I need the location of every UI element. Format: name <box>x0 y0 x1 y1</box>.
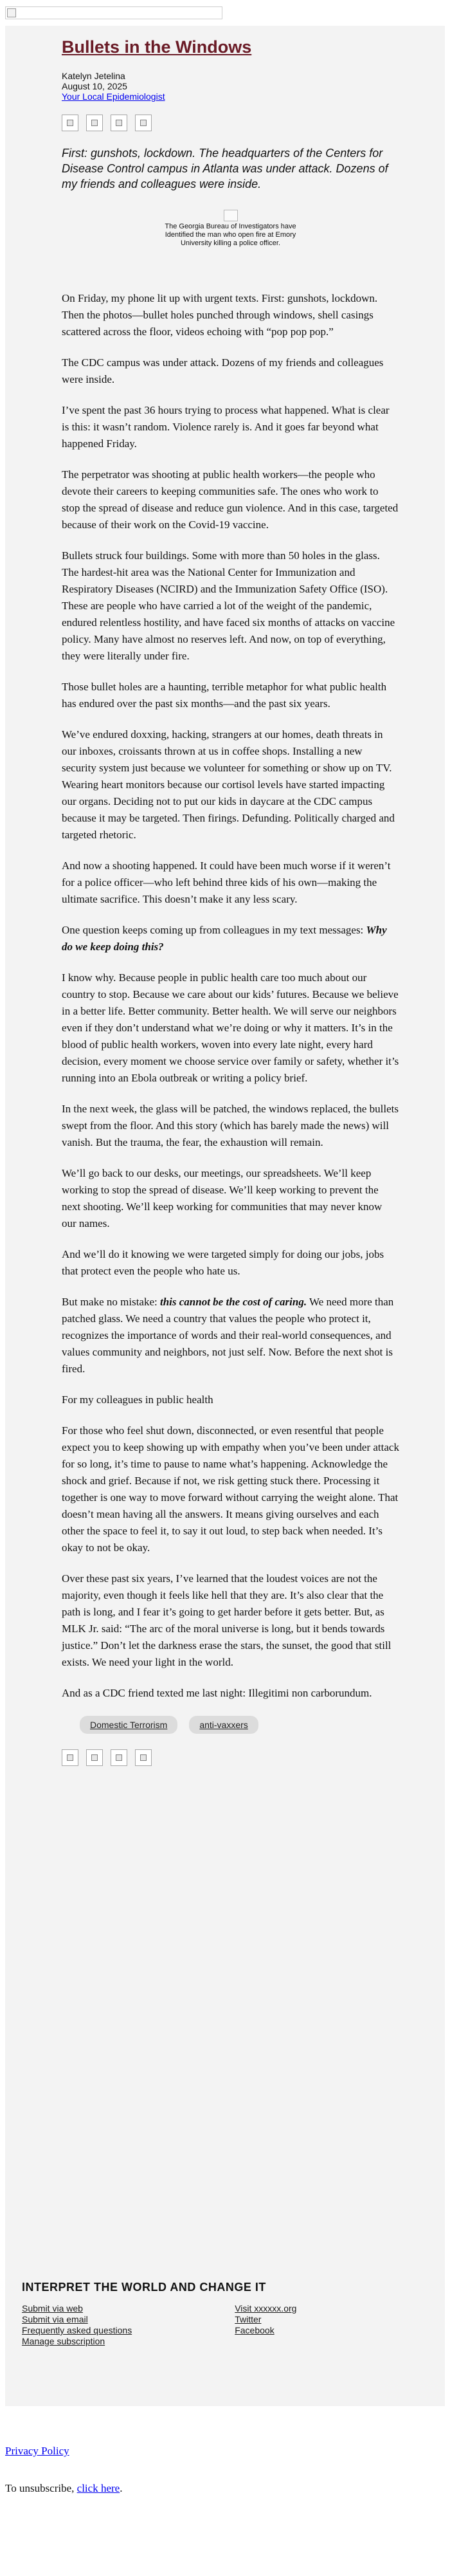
manage-subscription-link[interactable]: Manage subscription <box>22 2336 105 2346</box>
visit-site-link[interactable]: Visit xxxxxx.org <box>235 2303 297 2314</box>
share-icon <box>140 1754 147 1761</box>
share-button-1[interactable] <box>62 115 78 131</box>
paragraph <box>62 922 399 955</box>
post-title[interactable]: Bullets in the Windows <box>62 37 252 57</box>
paragraph: On Friday, my phone lit up with urgent texts. First: gunshots, lockdown. Then the photos—bullet holes punched through windows, shell casings scattered across the floor, videos echoing with “pop pop pop.” <box>62 292 378 338</box>
footer-title: INTERPRET THE WORLD AND CHANGE IT <box>22 2281 266 2294</box>
tag-list <box>62 1716 399 1734</box>
footer-share-buttons <box>62 1749 399 1766</box>
paragraph: I’ve spent the past 36 hours trying to process what happened. What is clear is this: it wasn’t random. Violence rarely is. And it goes far beyond what happened Friday. <box>62 404 390 450</box>
publication-link[interactable]: Your Local Epidemiologist <box>62 91 165 102</box>
share-buttons <box>62 115 399 131</box>
post-date: August 10, 2025 <box>62 81 127 91</box>
text: We need more than patched glass. We need a country that values the people who protect it, recognizes the importance of words and their real-world consequences, and values community and neighbors, not just self. Now. Before the next shot is fired. <box>62 1296 394 1375</box>
paragraph: And as a CDC friend texted me last night: Illegitimi non carborundum. <box>62 1687 372 1699</box>
submit-email-link[interactable]: Submit via email <box>22 2314 88 2324</box>
paragraph: Those bullet holes are a haunting, terrible metaphor for what public health has endured over the past six months—and the past six years. <box>62 681 387 710</box>
faq-link[interactable]: Frequently asked questions <box>22 2325 132 2335</box>
submit-web-link[interactable]: Submit via web <box>22 2303 83 2314</box>
paragraph: And we’ll do it knowing we were targeted simply for doing our jobs, jobs that protect even the people who hate us. <box>62 1248 384 1277</box>
byline <box>62 71 399 102</box>
share-button-4[interactable] <box>135 115 152 131</box>
share-button-3[interactable] <box>111 115 127 131</box>
share-icon <box>91 120 98 126</box>
privacy-policy-link[interactable]: Privacy Policy <box>5 2445 69 2457</box>
text: One question keeps coming up from colleagues in my text messages: <box>62 924 366 936</box>
tag-anti-vaxxers[interactable]: anti-vaxxers <box>189 1716 258 1734</box>
share-button-3[interactable] <box>111 1749 127 1766</box>
paragraph: In the next week, the glass will be patched, the windows replaced, the bullets swept from the floor. And this story (which has barely made the news) will vanish. But the trauma, the fear, the exhaustion will remain. <box>62 1103 399 1148</box>
share-icon <box>116 1754 122 1761</box>
footer-links-left <box>22 2303 132 2347</box>
unsubscribe-suffix: . <box>120 2482 123 2494</box>
footer-links-right <box>235 2303 296 2347</box>
share-button-4[interactable] <box>135 1749 152 1766</box>
share-icon <box>67 1754 73 1761</box>
share-button-2[interactable] <box>86 1749 103 1766</box>
paragraph <box>62 1294 399 1377</box>
share-button-2[interactable] <box>86 115 103 131</box>
paragraph: Over these past six years, I’ve learned that the loudest voices are not the majority, even though it feels like hell that they are. It’s also clear that the path is long, and I fear it’s going to get harder before it gets better. But, as MLK Jr. said: “The arc of the moral universe is long, but it bends towards justice.” Don’t let the darkness erase the stars, the sunset, the good that still exists. We need your light in the world. <box>62 1572 392 1668</box>
unsubscribe-text: To unsubscribe, <box>5 2482 77 2494</box>
share-button-1[interactable] <box>62 1749 78 1766</box>
unsubscribe-row <box>5 2482 122 2495</box>
figure-caption: The Georgia Bureau of Investigators have Identified the man who open fire at Emory University killing a police officer. <box>165 223 296 247</box>
emphasis: this cannot be the cost of caring. <box>159 1296 307 1308</box>
share-icon <box>140 120 147 126</box>
article-body <box>62 290 399 1702</box>
share-icon <box>116 120 122 126</box>
question-emphasis: Why do we keep doing this? <box>62 924 387 953</box>
footer-links <box>22 2303 446 2347</box>
author-name: Katelyn Jetelina <box>62 71 125 81</box>
header-banner-image <box>5 6 222 19</box>
figure <box>62 210 399 248</box>
broken-image-icon <box>7 8 16 17</box>
paragraph: We’ve endured doxxing, hacking, strangers at our homes, death threats in our inboxes, croissants thrown at us in coffee shops. Installing a new security system just because we volunteer for something or show up on TV. Wearing heart monitors because our cortisol levels have started impacting our organs. Deciding not to put our kids in daycare at the CDC campus because it may be targeted. Then firings. Defunding. Politically charged and targeted rhetoric. <box>62 728 395 841</box>
text: But make no mistake: <box>62 1296 160 1308</box>
paragraph: I know why. Because people in public health care too much about our country to stop. Because we care about our kids’ futures. Because we believe in a better life. Better community. Better health. We will serve our neighbors even if they don’t understand what we’re doing or why it matters. It’s in the blood of public health workers, woven into every late night, every hard decision, every moment we choose service over family or safety, whether it’s running into an Ebola outbreak or writing a policy brief. <box>62 971 399 1084</box>
article <box>62 26 399 1766</box>
paragraph: We’ll go back to our desks, our meetings, our spreadsheets. We’ll keep working to stop the spread of disease. We’ll keep working to prevent the next shooting. We’ll keep working for communities that may never know our names. <box>62 1167 382 1229</box>
unsubscribe-link[interactable]: click here <box>76 2482 120 2494</box>
facebook-link[interactable]: Facebook <box>235 2325 274 2335</box>
paragraph: The perpetrator was shooting at public health workers—the people who devote their careers to keeping communities safe. The ones who work to stop the spread of disease and reduce gun violence. And in this case, targeted because of their work on the Covid-19 vaccine. <box>62 468 399 531</box>
paragraph: Bullets struck four buildings. Some with more than 50 holes in the glass. The hardest-hit area was the National Center for Immunization and Respiratory Diseases (NCIRD) and the Immunization Safety Office (ISO). These are people who have carried a lot of the weight of the pandemic, endured relentless hostility, and have faced six months of attacks on vaccine policy. Many have almost no reserves left. And now, on top of everything, they were literally under fire. <box>62 549 395 662</box>
post-subtitle: First: gunshots, lockdown. The headquarters of the Centers for Disease Control campus in Atlanta was under attack. Dozens of my friends and colleagues were inside. <box>62 147 388 190</box>
paragraph: For my colleagues in public health <box>62 1394 213 1406</box>
paragraph: And now a shooting happened. It could have been much worse if it weren’t for a police officer—who left behind three kids of his own—making the ultimate sacrifice. This doesn’t make it any less scary. <box>62 860 391 905</box>
paragraph: For those who feel shut down, disconnected, or even resentful that people expect you to keep showing up with empathy when you’ve been under attack for so long, it’s time to pause to name what’s happening. Acknowledge the shock and grief. Because if not, we risk getting stuck there. Processing it together is one way to move forward without carrying the weight alone. That doesn’t mean having all the answers. It means giving ourselves and each other the space to feel it, to say it out loud, to step back when needed. It’s okay to not be okay. <box>62 1424 399 1554</box>
twitter-link[interactable]: Twitter <box>235 2314 262 2324</box>
email-frame <box>5 26 445 2406</box>
share-icon <box>91 1754 98 1761</box>
share-icon <box>67 120 73 126</box>
privacy-row <box>5 2445 69 2458</box>
tag-domestic-terrorism[interactable]: Domestic Terrorism <box>80 1716 177 1734</box>
paragraph: The CDC campus was under attack. Dozens of my friends and colleagues were inside. <box>62 356 384 385</box>
figure-image <box>224 210 238 221</box>
